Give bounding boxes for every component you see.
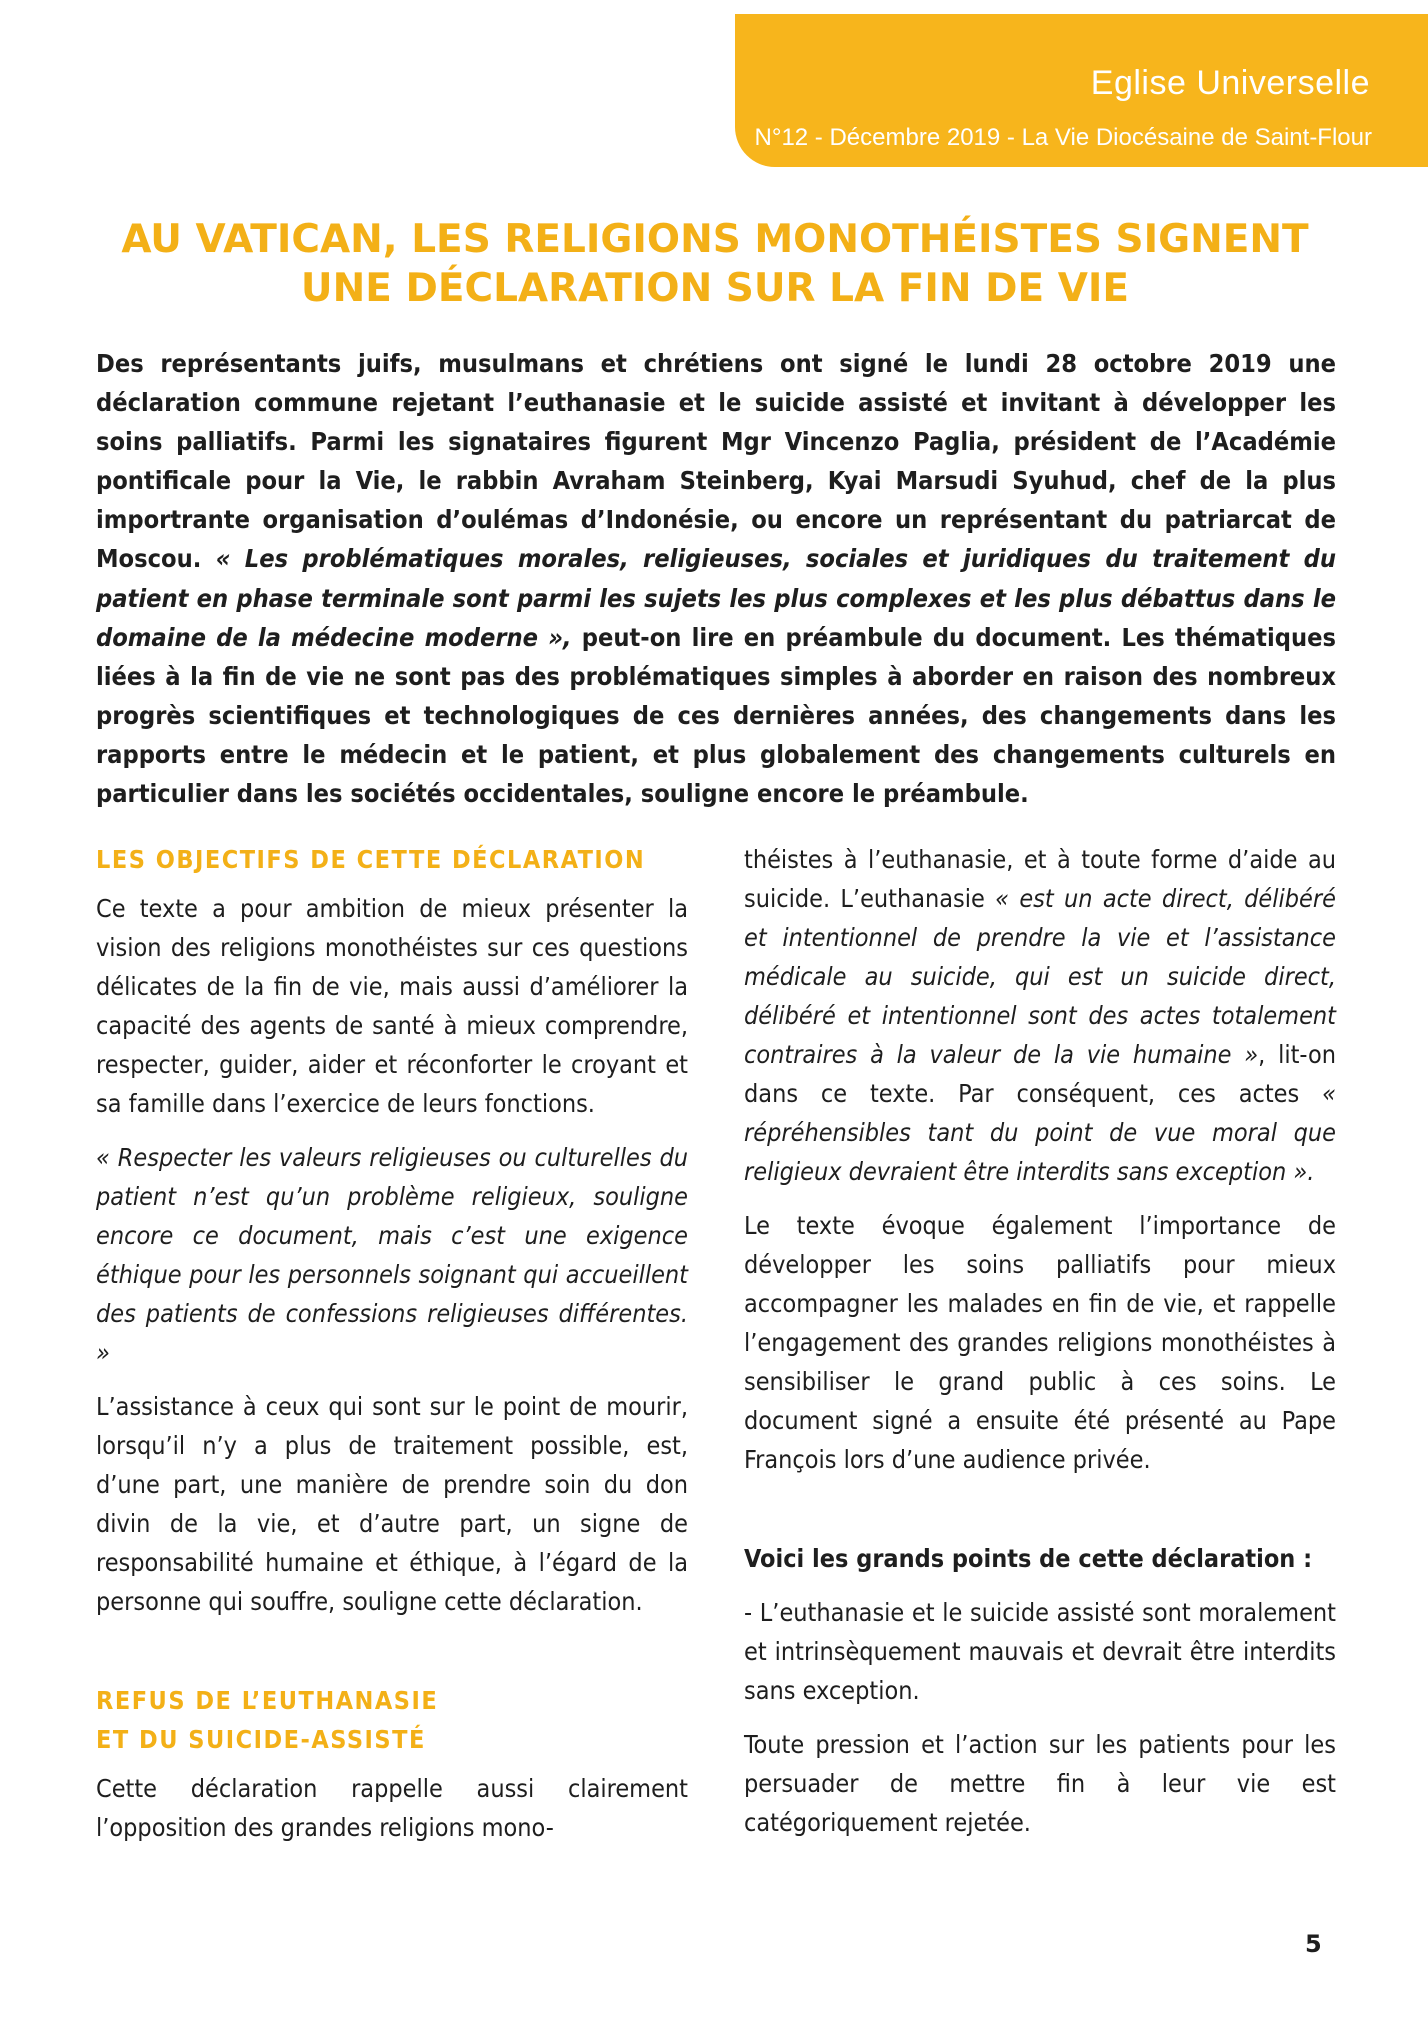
points-heading: Voici les grands points de cette déclaration :	[744, 1544, 1313, 1573]
euthanasie-quote-2: « répréhensibles tant du point de vue moral que religieux devraient être interdits sans exception ».	[744, 1079, 1336, 1186]
lead-text-1: Des représentants juifs, musulmans et chrétiens ont signé le lundi 28 octobre 2019 une déclaration commune rejetant l’euthanasie et le suicide assisté et invitant à développer les soins palliatifs. Parmi les signataires figurent Mgr Vincenzo Paglia, président de l’Académie pontificale pour la Vie, le rabbin Avraham Steinberg, Kyai Marsudi Syuhud, chef de la plus importrante organisation d’oulémas d’Indonésie, ou encore un représentant du patriarcat de Moscou.	[96, 349, 1336, 574]
article-lead	[96, 344, 1336, 813]
header-tab	[735, 14, 1428, 167]
paragraph-assistance: L’assistance à ceux qui sont sur le point de mourir, lorsqu’il n’y a plus de traitement possible, est, d’une part, une manière de prendre soin du don divin de la vie, et d’autre part, un signe de responsabilité humaine et éthique, à l’égard de la personne qui souffre, souligne cette déclaration.	[96, 1392, 688, 1616]
paragraph-objectifs: Ce texte a pour ambition de mieux présenter la vision des religions monothéistes sur ces questions délicates de la fin de vie, mais aussi d’améliorer la capacité des agents de santé à mieux comprendre, respecter, guider, aider et réconforter le croyant et sa famille dans l’exercice de leurs fonctions.	[96, 894, 688, 1118]
section-heading-refus-line2: ET DU SUICIDE-ASSISTÉ	[96, 1725, 426, 1754]
section-heading-refus-line1: REFUS DE L’EUTHANASIE	[96, 1686, 439, 1715]
spacer	[96, 1636, 688, 1681]
lead-quote: « Les problématiques morales, religieuses, sociales et juridiques du traitement du patient en phase terminale sont parmi les sujets les plus complexes et les plus débattus dans le domaine de la médecine moderne »,	[96, 544, 1336, 652]
page-number: 5	[1305, 1930, 1322, 1958]
right-column	[744, 840, 1336, 1857]
article-title-line2: UNE DÉCLARATION SUR LA FIN DE VIE	[300, 266, 1130, 311]
lead-text-2: peut-on lire en préambule du document. Les thématiques liées à la fin de vie ne sont pas des problématiques simples à aborder en raison des nombreux progrès scientifiques et technologiques de ces dernières années, des changements dans les rapports entre le médecin et le patient, et plus globalement des changements culturels en particulier dans les sociétés occidentales, souligne encore le préambule.	[96, 622, 1336, 809]
paragraph-opposition: Cette déclaration rappelle aussi clairement l’opposition des grandes religions mono-	[96, 1774, 688, 1842]
point-2: Toute pression et l’action sur les patients pour les persuader de mettre fin à leur vie est catégoriquement rejetée.	[744, 1730, 1336, 1837]
section-heading-refus	[96, 1681, 688, 1759]
euthanasie-text-b: , lit-on dans ce texte. Par conséquent, ces actes	[744, 1040, 1336, 1108]
article-title	[100, 215, 1330, 313]
point-1: - L’euthanasie et le suicide assisté sont moralement et intrinsèquement mauvais et devrait être interdits sans exception.	[744, 1598, 1336, 1705]
quote-valeurs-text: « Respecter les valeurs religieuses ou culturelles du patient n’est qu’un problème religieux, souligne encore ce document, mais c’est une exigence éthique pour les personnels soignant qui accueillent des patients de confessions religieuses différentes. »	[96, 1143, 688, 1367]
left-column	[96, 840, 688, 1862]
euthanasie-quote-1: « est un acte direct, délibéré et intentionnel de prendre la vie et l’assistance médicale au suicide, qui est un suicide direct, délibéré et intentionnel sont des actes totalement contraires à la valeur de la vie humaine »	[744, 884, 1336, 1069]
spacer	[744, 1494, 1336, 1539]
paragraph-euthanasie	[744, 840, 1336, 1191]
header-issue-info: N°12 - Décembre 2019 - La Vie Diocésaine de Saint-Flour	[754, 124, 1372, 151]
article-title-line1: AU VATICAN, LES RELIGIONS MONOTHÉISTES SIGNENT	[121, 217, 1309, 262]
euthanasie-text-a: théistes à l’euthanasie, et à toute forme d’aide au suicide. L’euthanasie	[744, 845, 1336, 913]
paragraph-soins-palliatifs: Le texte évoque également l’importance de développer les soins palliatifs pour mieux accompagner les malades en fin de vie, et rappelle l’engagement des grandes religions monothéistes à sensibiliser le grand public à ces soins. Le document signé a ensuite été présenté au Pape François lors d’une audience privée.	[744, 1211, 1336, 1474]
section-heading-objectifs: LES OBJECTIFS DE CETTE DÉCLARATION	[96, 845, 646, 874]
header-section-title: Eglise Universelle	[1090, 64, 1370, 102]
quote-valeurs	[96, 1138, 688, 1372]
